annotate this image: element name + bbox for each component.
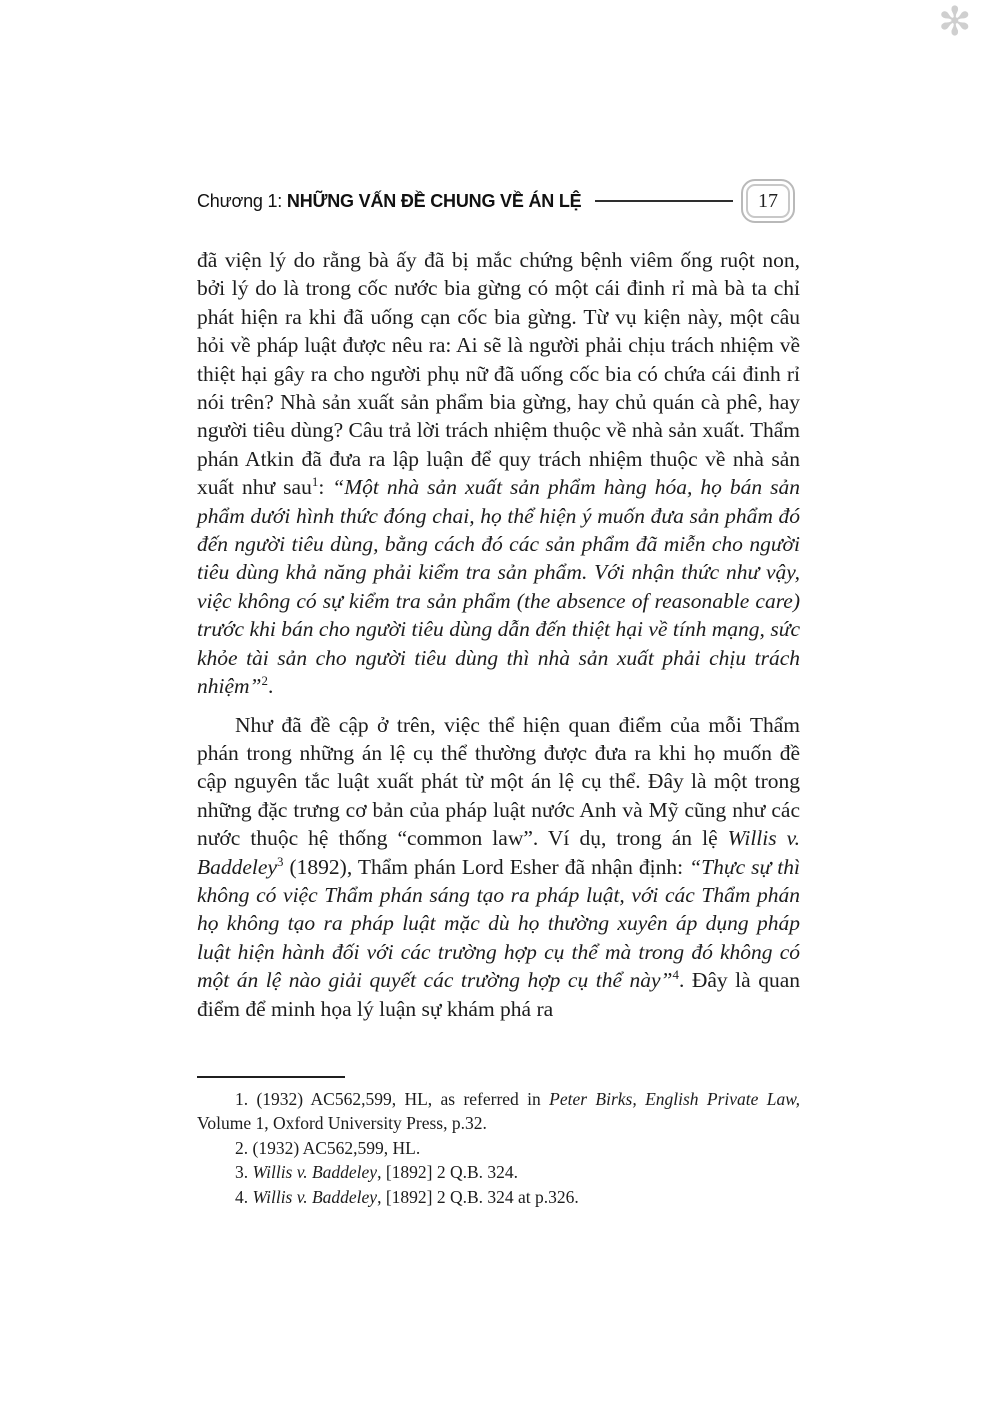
- text-segment: Volume 1, Oxford University Press, p.32.: [197, 1113, 487, 1134]
- paragraph: [197, 711, 800, 1023]
- text-segment: 4.: [235, 1186, 253, 1207]
- text-segment: , [1892] 2 Q.B. 324.: [377, 1162, 519, 1183]
- footnote-list: [197, 1087, 800, 1209]
- chapter-prefix: Chương 1:: [197, 190, 287, 211]
- text-segment: 2. (1932) AC562,599, HL.: [235, 1137, 421, 1158]
- paragraph: [197, 1136, 800, 1160]
- footnote-marker: 1: [311, 475, 319, 490]
- chapter-title: NHỮNG VẤN ĐỀ CHUNG VỀ ÁN LỆ: [286, 190, 582, 211]
- running-header: [197, 178, 795, 224]
- text-segment: :: [318, 475, 333, 500]
- text-segment: Peter Birks, English Private Law,: [549, 1089, 800, 1109]
- text-segment: (1892), Thẩm phán Lord Esher đã nhận định:: [283, 854, 690, 879]
- text-segment: “Một nhà sản xuất sản phẩm hàng hóa, họ bán sản phẩm dưới hình thức đóng chai, họ thể hiện ý muốn đưa sản phẩm đó đến người tiêu dùng, bằng cách đó các sản phẩm đã miễn cho người tiêu dùng khả năng phải kiểm tra sản phẩm. Với nhận thức như vậy, việc không có sự kiểm tra sản phẩm (the absence of reasonable care) trước khi bán cho người tiêu dùng dẫn đến thiệt hại về tính mạng, sức khỏe tài sản cho người tiêu dùng thì nhà sản xuất phải chịu trách nhiệm”: [197, 475, 800, 699]
- footnote-divider: [197, 1076, 345, 1078]
- text-segment: Willis v. Baddeley: [252, 1162, 378, 1183]
- page-number-box: [741, 179, 795, 223]
- flower-icon: ✻: [938, 0, 972, 45]
- text-segment: 1. (1932) AC562,599, HL, as referred in: [235, 1089, 550, 1109]
- paragraph: [197, 1160, 800, 1184]
- text-segment: Willis v. Baddeley: [252, 1186, 378, 1207]
- text-segment: Willis v. Baddeley: [197, 826, 800, 879]
- paragraph: [197, 246, 800, 701]
- footnotes: [197, 1076, 800, 1209]
- footnote-marker: 4: [672, 968, 679, 982]
- text-segment: 3.: [235, 1162, 253, 1183]
- text-segment: “Thực sự thì không có việc Thẩm phán sáng tạo ra pháp luật, với các Thẩm phán họ không tạo ra pháp luật mặc dù họ thường xuyên áp dụng pháp luật hiện hành đối với các trường hợp cụ thể mà trong đó không có một án lệ nào giải quyết các trường hợp cụ thể này”: [197, 854, 800, 993]
- header-rule: [595, 200, 733, 202]
- paragraph: [197, 1185, 800, 1209]
- text-segment: , [1892] 2 Q.B. 324 at p.326.: [377, 1186, 579, 1207]
- chapter-heading: [197, 191, 581, 212]
- text-segment: đã viện lý do rằng bà ấy đã bị mắc chứng bệnh viêm ống ruột non, bởi lý do là trong cốc nước bia gừng có một cái đinh rỉ mà bà ta chỉ phát hiện ra khi đã uống cạn cốc bia gừng. Từ vụ kiện này, một câu hỏi về pháp luật được nêu ra: Ai sẽ là người phải chịu trách nhiệm về thiệt hại gây ra cho người phụ nữ đã uống cốc bia có chứa cái đinh rỉ nói trên? Nhà sản xuất sản phẩm bia gừng, hay chủ quán cà phê, hay người tiêu dùng? Câu trả lời trách nhiệm thuộc về nhà sản xuất. Thẩm phán Atkin đã đưa ra lập luận để quy trách nhiệm thuộc về nhà sản xuất như sau: [197, 248, 800, 500]
- footnote-marker: 3: [277, 854, 284, 869]
- paragraph: [197, 1087, 800, 1136]
- text-segment: Như đã đề cập ở trên, việc thể hiện quan điểm của mỗi Thẩm phán trong những án lệ cụ thể thường được đưa ra khi họ muốn đề cập nguyên tắc luật xuất phát từ một án lệ cụ thể. Đây là một trong những đặc trưng cơ bản của pháp luật nước Anh và Mỹ cũng như các nước thuộc hệ thống “common law”. Ví dụ, trong án lệ: [197, 712, 800, 851]
- text-segment: . Đây là quan điểm để minh họa lý luận sự khám phá ra: [197, 968, 800, 1021]
- page-number: 17: [746, 184, 790, 218]
- body-text: [197, 246, 800, 1023]
- text-segment: .: [267, 674, 274, 699]
- footnote-marker: 2: [261, 673, 268, 688]
